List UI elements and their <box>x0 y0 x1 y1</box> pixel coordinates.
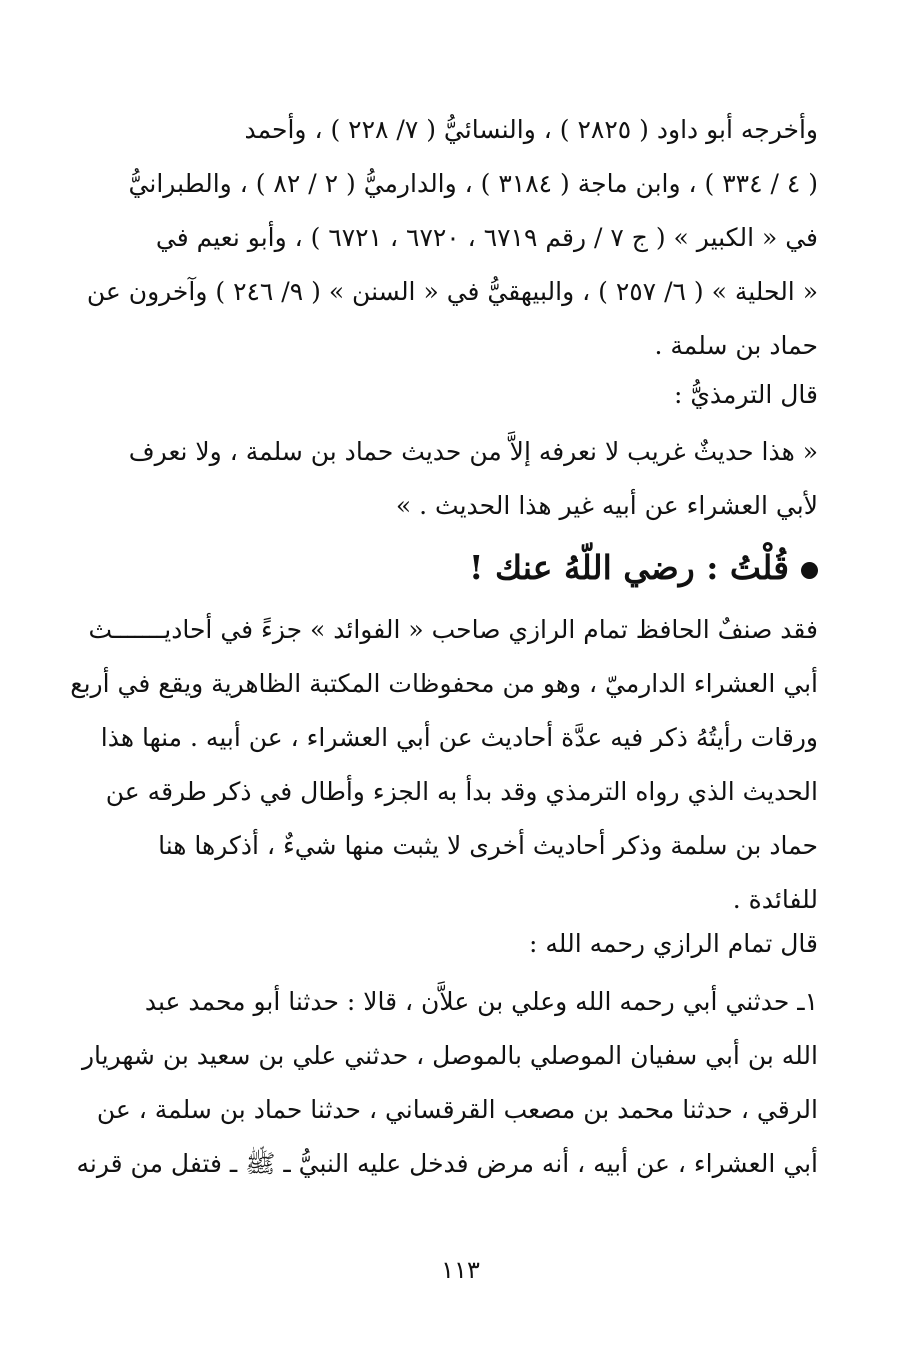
text-line: وأخرجه أبو داود ( ٢٨٢٥ ) ، والنسائيُّ ( ٧/ ٢٢٨ ) ، وأحمد <box>244 115 818 144</box>
tammam-intro: قال تمام الرازي رحمه الله : <box>529 929 818 958</box>
text-line: ورقات رأيتُهُ ذكر فيه عدَّة أحاديث عن أبي العشراء ، عن أبيه . منها هذا <box>100 723 818 752</box>
text-line: حماد بن سلمة وذكر أحاديث أخرى لا يثبت منها شيءٌ ، أذكرها هنا <box>158 831 818 860</box>
text-line: فقد صنفٌ الحافظ تمام الرازي صاحب « الفوائد » جزءً في أحاديـــــــث <box>88 615 818 644</box>
text-line: أبي العشراء الدارميّ ، وهو من محفوظات المكتبة الظاهرية ويقع في أربع <box>70 669 818 698</box>
text-line: حماد بن سلمة . <box>654 331 818 360</box>
heading-text: قُلْتُ : رضي اللّهُ عنك ! <box>469 548 789 587</box>
text-line: للفائدة . <box>732 885 818 914</box>
text-line: الرقي ، حدثنا محمد بن مصعب القرقساني ، حدثنا حماد بن سلمة ، عن <box>96 1095 818 1124</box>
text-line: في « الكبير » ( ج ٧ / رقم ٦٧١٩ ، ٦٧٢٠ ، ٦٧٢١ ) ، وأبو نعيم في <box>155 223 818 252</box>
text-line: « هذا حديثٌ غريب لا نعرفه إلاَّ من حديث حماد بن سلمة ، ولا نعرف <box>128 437 818 466</box>
text-line: الله بن أبي سفيان الموصلي بالموصل ، حدثني علي بن سعيد بن شهريار <box>81 1041 818 1070</box>
text-line: لأبي العشراء عن أبيه غير هذا الحديث . » <box>395 491 818 520</box>
text-line: ١ـ حدثني أبي رحمه الله وعلي بن علاَّن ، قالا : حدثنا أبو محمد عبد <box>144 987 818 1016</box>
text-line: ( ٤ / ٣٣٤ ) ، وابن ماجة ( ٣١٨٤ ) ، والدارميُّ ( ٢ / ٨٢ ) ، والطبرانيُّ <box>128 169 818 198</box>
page-number: ١١٣ <box>441 1256 480 1284</box>
commentary-paragraph <box>70 603 818 927</box>
hadith-paragraph <box>76 975 818 1191</box>
text-line: الحديث الذي رواه الترمذي وقد بدأ به الجزء وأطال في ذكر طرقه عن <box>105 777 818 806</box>
citation-paragraph <box>86 103 818 373</box>
text-line: « الحلية » ( ٦/ ٢٥٧ ) ، والبيهقيُّ في « السنن » ( ٩/ ٢٤٦ ) وآخرون عن <box>86 277 818 306</box>
tirmidhi-quote <box>104 425 818 533</box>
section-heading <box>104 538 818 598</box>
text-line: أبي العشراء ، عن أبيه ، أنه مرض فدخل عليه النبيُّ ـ ﷺ ـ فتفل من قرنه <box>76 1149 818 1178</box>
bullet-icon <box>801 562 818 579</box>
tirmidhi-intro: قال الترمذيُّ : <box>673 380 818 409</box>
